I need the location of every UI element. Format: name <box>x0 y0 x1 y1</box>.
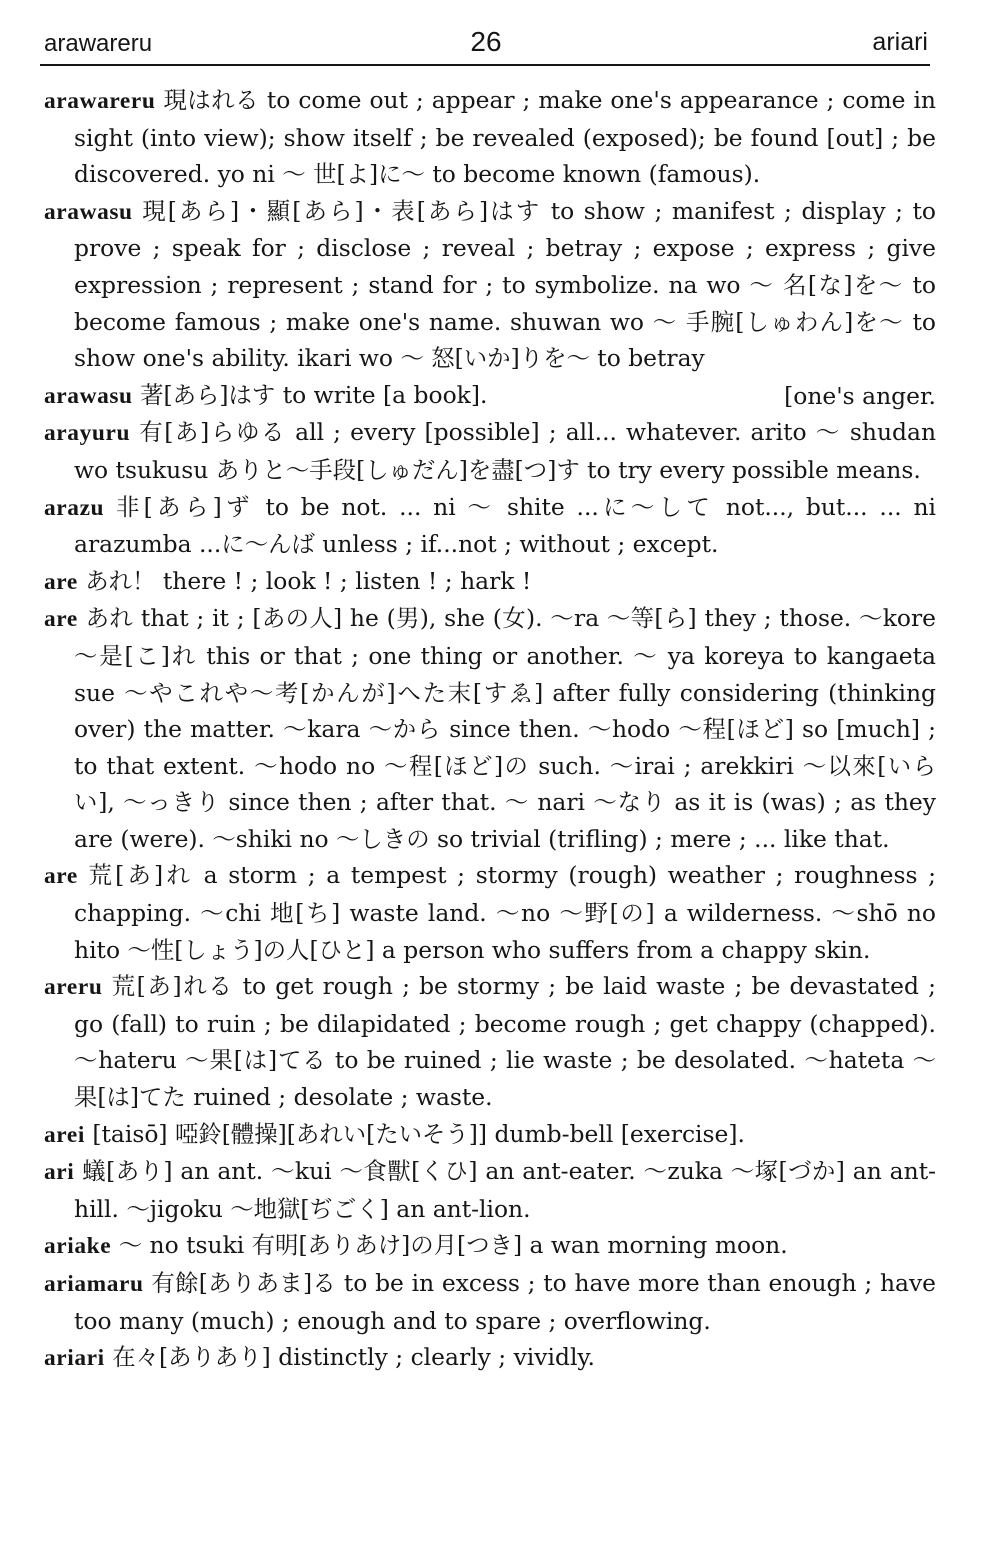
entry-definition: 現はれる to come out ; appear ; make one's appearance ; come in sight (into view); show itself ; be revealed (exposed); be found [out] ; be discovered. yo ni ～ 世[よ]に～ to become known (famous). <box>74 86 936 189</box>
entry-headword: arazu <box>44 494 105 521</box>
entry-definition: 荒[あ]れる to get rough ; be stormy ; be laid waste ; be devastated ; go (fall) to ruin ; be dilapidated ; become rough ; get chappy (chapped). ～hateru ～果[は]てる to be ruined ; lie waste ; be desolated. ～hateta ～果[は]てた ruined ; desolate ; waste. <box>74 972 936 1112</box>
entry-headword: areru <box>44 974 103 1001</box>
entry-headword: ariake <box>44 1233 112 1260</box>
entry-are-pronoun <box>44 600 936 857</box>
entry-definition: 荒[あ]れ a storm ; a tempest ; stormy (rough) weather ; roughness ; chapping. ～chi 地[ち] waste land. ～no ～野[の] a wilderness. ～shō no hito ～性[しょう]の人[ひと] a person who suffers from a chappy skin. <box>74 861 936 964</box>
entry-arei <box>44 1116 936 1154</box>
entry-definition: 有[あ]らゆる all ; every [possible] ; all... whatever. arito ～ shudan wo tsukusu ありと～手段[しゅだん]を盡[つ]す to try every possible means. <box>74 418 937 484</box>
entry-headword: arayuru <box>44 420 131 447</box>
entry-are-interjection <box>44 563 936 601</box>
entry-areru <box>44 968 936 1115</box>
entry-definition: 著[あら]はす to write [a book]. <box>140 380 488 409</box>
entry-definition: 非[あら]ず to be not. ... ni ～ shite ...に～して not..., but... ... ni arazumba ...に～んば unless ; if...not ; without ; except. <box>74 492 937 559</box>
entry-definition: あれ that ; it ; [あの人] he (男), she (女). ～ra ～等[ら] they ; those. ～kore ～是[こ]れ this or that ; one thing or another. ～ ya koreya to kangaeta sue ～やこれや～考[かんが]へた末[すゑ] after fully considering (thinking over) the matter. ～kara ～から since then. ～hodo ～程[ほど] so [much] ; to that extent. ～hodo no ～程[ほど]の such. ～irai ; arekkiri ～以來[いらい], ～っきり since then ; after that. ～ nari ～なり as it is (was) ; as they are (were). ～shiki no ～しきの so trivial (trifling) ; mere ; ... like that. <box>74 604 937 853</box>
entry-headword: ari <box>44 1159 75 1186</box>
entry-definition: あれ！ there ! ; look ! ; listen ! ; hark ! <box>85 566 532 595</box>
entry-headword: ariari <box>44 1345 105 1372</box>
entry-are-storm <box>44 857 936 968</box>
entry-definition: 有餘[ありあま]る to be in excess ; to have more than enough ; have too many (much) ; enough and to spare ; overflowing. <box>74 1269 937 1335</box>
entry-list <box>44 82 936 1377</box>
entry-arawareru <box>44 82 936 193</box>
entry-headword: arawareru <box>44 88 156 114</box>
entry-ari <box>44 1153 936 1227</box>
entry-ariake <box>44 1227 936 1265</box>
entry-definition: 現[あら]・顯[あら]・表[あら]はす to show ; manifest ; display ; to prove ; speak for ; disclose ; reveal ; betray ; expose ; express ; give expression ; represent ; stand for ; to symbolize. na wo ～ 名[な]を～ to become famous ; make one's name. shuwan wo ～ 手腕[しゅわん]を～ to show one's ability. ikari wo ～ 怒[いか]りを～ to betray <box>74 196 936 373</box>
page-header <box>44 26 928 62</box>
entry-definition: 蟻[あり] an ant. ～kui ～食獸[くひ] an ant-eater. ～zuka ～塚[づか] an ant-hill. ～jigoku ～地獄[ぢごく] an ant-lion. <box>74 1157 936 1223</box>
entry-definition: 在々[ありあり] distinctly ; clearly ; vividly. <box>112 1343 595 1372</box>
entry-headword: arawasu <box>44 382 133 409</box>
entry-definition: ～ no tsuki 有明[ありあけ]の月[つき] a wan morning moon. <box>118 1231 788 1260</box>
header-first-word: arawareru <box>44 30 153 57</box>
entry-headword: arawasu <box>44 198 133 225</box>
entry-headword: arei <box>44 1121 85 1148</box>
entry-arawasu-show <box>44 193 936 377</box>
entry-headword: ariamaru <box>44 1271 144 1297</box>
header-rule <box>40 64 930 66</box>
entry-definition: [taisō] 啞鈴[體操][あれい[たいそう]] dumb-bell [exercise]. <box>92 1119 745 1148</box>
entry-arazu <box>44 489 936 563</box>
entry-headword: are <box>44 606 78 633</box>
runover-continuation: [one's anger. <box>784 381 936 410</box>
entry-arayuru <box>44 414 936 488</box>
entry-arawasu-write <box>44 377 936 415</box>
page-number: 26 <box>470 26 502 57</box>
header-last-word: ariari <box>872 28 928 56</box>
entry-ariari <box>44 1339 936 1377</box>
entry-ariamaru <box>44 1265 936 1339</box>
entry-headword: are <box>44 863 78 890</box>
entry-headword: are <box>44 568 78 595</box>
